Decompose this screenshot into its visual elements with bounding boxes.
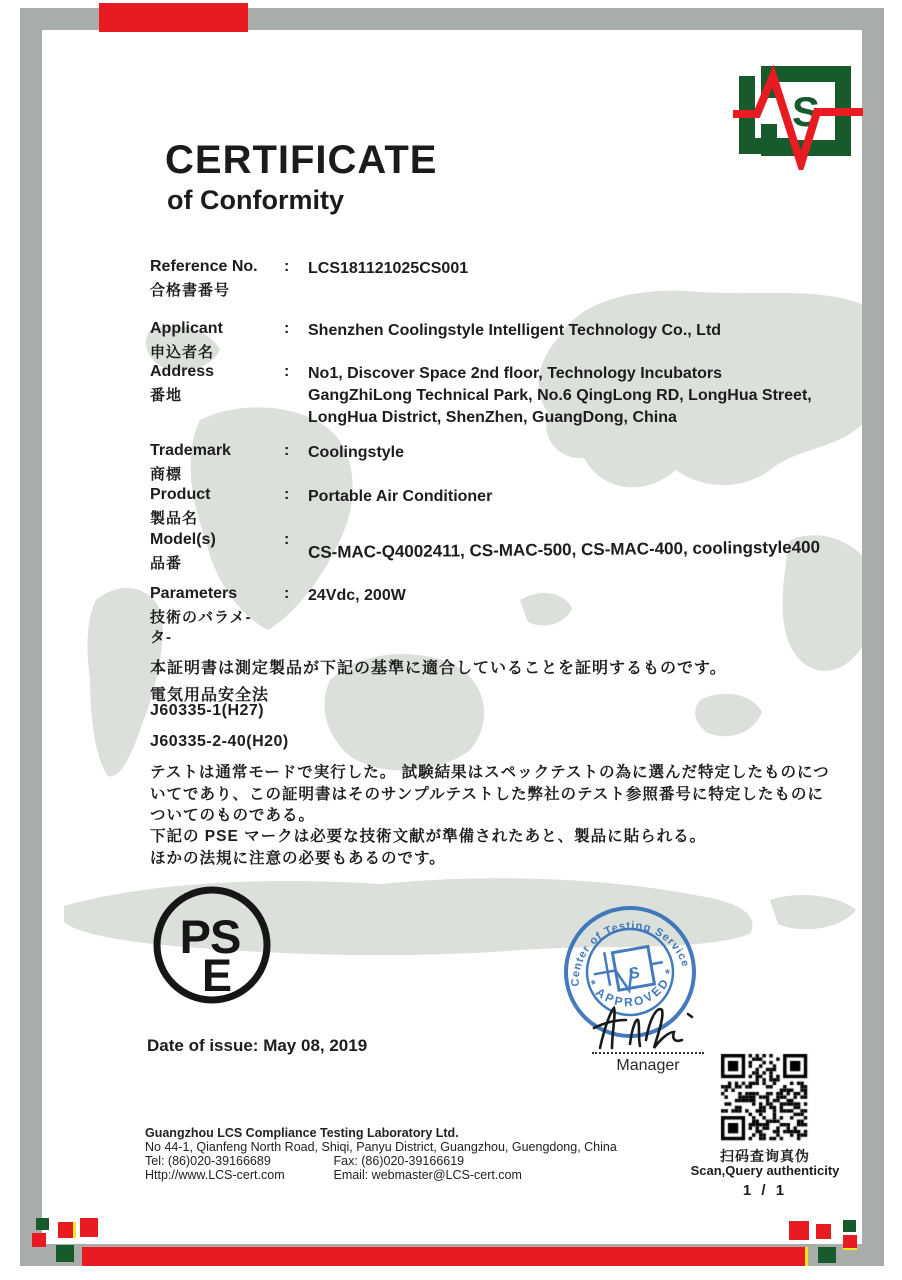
statement-standard: J60335-2-40(H20) xyxy=(150,733,289,750)
signature-role: Manager xyxy=(616,1057,680,1074)
field-value xyxy=(308,363,812,429)
address-line: LongHua District, ShenZhen, GuangDong, China xyxy=(308,409,677,426)
field-colon: : xyxy=(284,258,290,275)
statement-paragraph-line: いてであり、この証明書はそのサンプルテストした弊社のテスト参照番号に特定したものに xyxy=(150,786,824,803)
field-colon: : xyxy=(284,585,290,602)
field-value: Coolingstyle xyxy=(308,444,405,461)
lcs-logo xyxy=(733,64,863,170)
footer-address: No 44-1, Qianfeng North Road, Shiqi, Panyu District, Guangzhou, Guengdong, China xyxy=(145,1140,617,1154)
statement-paragraph-line: テストは通常モードで実行した。 試験結果はスペックテストの為に選んだ特定したものにつ xyxy=(150,764,830,781)
field-label: Trademark xyxy=(150,442,231,459)
footer-tel-fax xyxy=(145,1154,464,1168)
field-label-jp: 商標 xyxy=(150,466,183,483)
statement-pse-note: 下記の PSE マークは必要な技術文献が準備されたあと、製品に貼られる。 xyxy=(150,828,707,845)
qr-code xyxy=(717,1050,811,1144)
field-label: Model(s) xyxy=(150,531,216,548)
stamp-arc-bottom-text: * APPROVED * xyxy=(584,965,678,1010)
address-line: GangZhiLong Technical Park, No.6 QingLong RD, LongHua Street, xyxy=(308,387,812,404)
page-number: 1 / 1 xyxy=(742,1182,788,1199)
logo-letter-s: S xyxy=(791,88,821,135)
footer-fax: Fax: (86)020-39166619 xyxy=(333,1154,465,1168)
field-colon: : xyxy=(284,486,290,503)
field-label-jp: タ- xyxy=(150,629,172,646)
field-colon: : xyxy=(284,320,290,337)
field-label-jp: 合格書番号 xyxy=(150,282,231,299)
qr-caption-cn: 扫码查询真伪 xyxy=(720,1148,810,1164)
field-value: Portable Air Conditioner xyxy=(308,488,493,505)
field-label-jp: 技術のバラメ- xyxy=(150,609,252,626)
field-value: 24Vdc, 200W xyxy=(308,587,406,604)
field-colon: : xyxy=(284,363,290,380)
qr-caption-en: Scan,Query authenticity xyxy=(690,1163,840,1178)
address-line: No1, Discover Space 2nd floor, Technology Incubators xyxy=(308,365,723,382)
statement-law: 電気用品安全法 xyxy=(150,687,270,704)
stamp-center-letter: S xyxy=(627,964,642,984)
footer-company: Guangzhou LCS Compliance Testing Laboratory Ltd. xyxy=(145,1126,459,1140)
footer-web-email xyxy=(145,1168,522,1182)
field-label: Applicant xyxy=(150,320,223,337)
stamp-arc-top-text: Center of Testing Service xyxy=(569,919,692,987)
field-label: Parameters xyxy=(150,585,238,602)
field-label-jp: 申込者名 xyxy=(150,344,215,361)
field-label-jp: 番地 xyxy=(150,387,183,404)
field-value: CS-MAC-Q4002411, CS-MAC-500, CS-MAC-400, coolingstyle400 xyxy=(307,537,821,562)
page-title: CERTIFICATE xyxy=(165,138,438,182)
field-label: Address xyxy=(150,363,215,380)
statement-standard: J60335-1(H27) xyxy=(150,702,265,719)
statement-other-note: ほかの法規に注意の必要もあるのです。 xyxy=(150,850,446,867)
manager-signature xyxy=(592,1002,707,1054)
field-label-jp: 製品名 xyxy=(150,510,199,527)
footer-web: Http://www.LCS-cert.com xyxy=(145,1168,285,1182)
field-label-jp: 品番 xyxy=(150,555,183,572)
statement-intro: 本証明書は測定製品が下記の基準に適合していることを証明するものです。 xyxy=(150,660,727,677)
date-of-issue: Date of issue: May 08, 2019 xyxy=(147,1036,368,1055)
footer-email: Email: webmaster@LCS-cert.com xyxy=(333,1168,522,1182)
field-colon: : xyxy=(284,442,290,459)
pse-letter-e: E xyxy=(201,950,233,1001)
footer-tel: Tel: (86)020-39166689 xyxy=(145,1154,271,1168)
field-label: Product xyxy=(150,486,211,503)
pse-mark xyxy=(150,883,274,1007)
field-value: Shenzhen Coolingstyle Intelligent Technology Co., Ltd xyxy=(308,322,722,339)
field-label: Reference No. xyxy=(150,258,258,275)
statement-paragraph-line: ついてのものである。 xyxy=(150,807,316,824)
field-value: LCS181121025CS001 xyxy=(308,260,469,277)
pse-letters-ps: PS xyxy=(179,910,241,963)
signature-line xyxy=(592,1052,704,1054)
page-subtitle: of Conformity xyxy=(167,185,344,215)
field-colon: : xyxy=(284,531,290,548)
